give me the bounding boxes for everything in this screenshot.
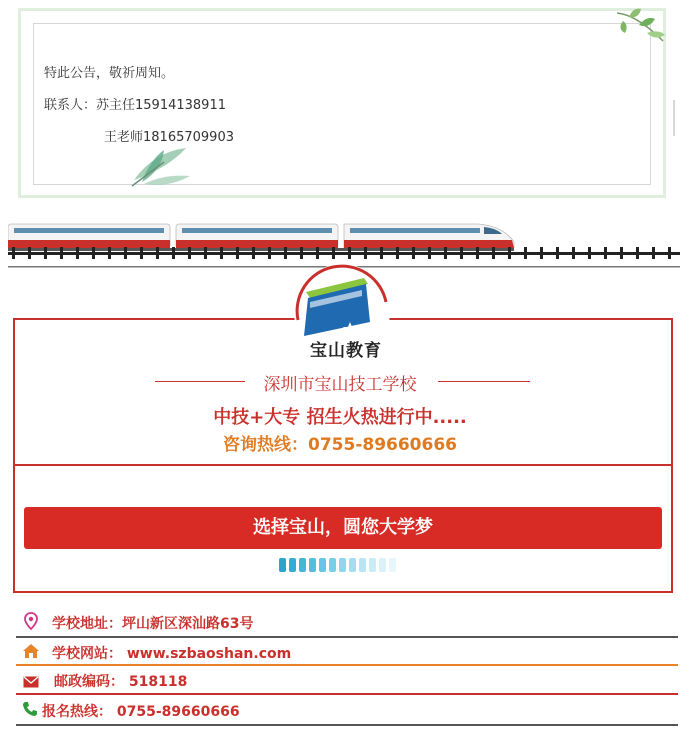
promo-divider bbox=[15, 464, 671, 466]
website-link[interactable]: 学校网站： www.szbaoshan.com bbox=[52, 646, 292, 662]
postcode-label: 邮政编码： 518118 bbox=[54, 674, 188, 690]
leaf-corner-icon bbox=[611, 7, 671, 51]
phone-icon bbox=[22, 701, 38, 721]
info-row-postcode bbox=[16, 666, 678, 694]
indicator-dot[interactable] bbox=[349, 558, 356, 572]
indicator-dot[interactable] bbox=[289, 558, 296, 572]
recruit-headline: 中技+大专 招生火热进行中..... bbox=[213, 407, 467, 428]
notice-line-contact-2: 王老师18165709903 bbox=[104, 130, 234, 145]
school-logo bbox=[292, 262, 392, 362]
indicator-dot[interactable] bbox=[329, 558, 336, 572]
indicator-dot[interactable] bbox=[359, 558, 366, 572]
leaf-decoration-icon bbox=[124, 142, 194, 192]
indicator-dot[interactable] bbox=[339, 558, 346, 572]
consult-hotline: 咨询热线：0755-89660666 bbox=[223, 435, 457, 455]
indicator-dot[interactable] bbox=[389, 558, 396, 572]
notice-line-announcement: 特此公告，敬祈周知。 bbox=[44, 66, 175, 81]
address-label: 学校地址：坪山新区深汕路63号 bbox=[52, 616, 254, 632]
info-row-website bbox=[16, 638, 678, 666]
location-pin-icon bbox=[24, 612, 38, 634]
carousel-indicator bbox=[279, 558, 396, 572]
info-divider bbox=[16, 693, 678, 695]
notice-line-contact-1: 联系人：苏主任15914138911 bbox=[44, 98, 226, 113]
mail-icon bbox=[23, 673, 39, 692]
info-divider bbox=[16, 724, 678, 726]
indicator-dot[interactable] bbox=[369, 558, 376, 572]
logo-text: 宝山教育 bbox=[310, 341, 382, 361]
indicator-dot[interactable] bbox=[309, 558, 316, 572]
indicator-dot[interactable] bbox=[379, 558, 386, 572]
home-icon bbox=[22, 643, 40, 663]
info-row-address bbox=[16, 608, 678, 636]
indicator-dot[interactable] bbox=[319, 558, 326, 572]
info-row-signup-hotline bbox=[16, 696, 678, 724]
indicator-dot[interactable] bbox=[279, 558, 286, 572]
notice-card bbox=[18, 8, 666, 198]
signup-hotline-label[interactable]: 报名热线： 0755-89660666 bbox=[42, 704, 240, 720]
choose-baoshan-button[interactable]: 选择宝山，圆您大学梦 bbox=[24, 507, 662, 549]
school-name: 深圳市宝山技工学校 bbox=[250, 375, 431, 395]
notice-inner-frame bbox=[33, 23, 651, 185]
indicator-dot[interactable] bbox=[299, 558, 306, 572]
school-name-row bbox=[0, 370, 680, 395]
scrollbar-track[interactable] bbox=[673, 100, 675, 136]
